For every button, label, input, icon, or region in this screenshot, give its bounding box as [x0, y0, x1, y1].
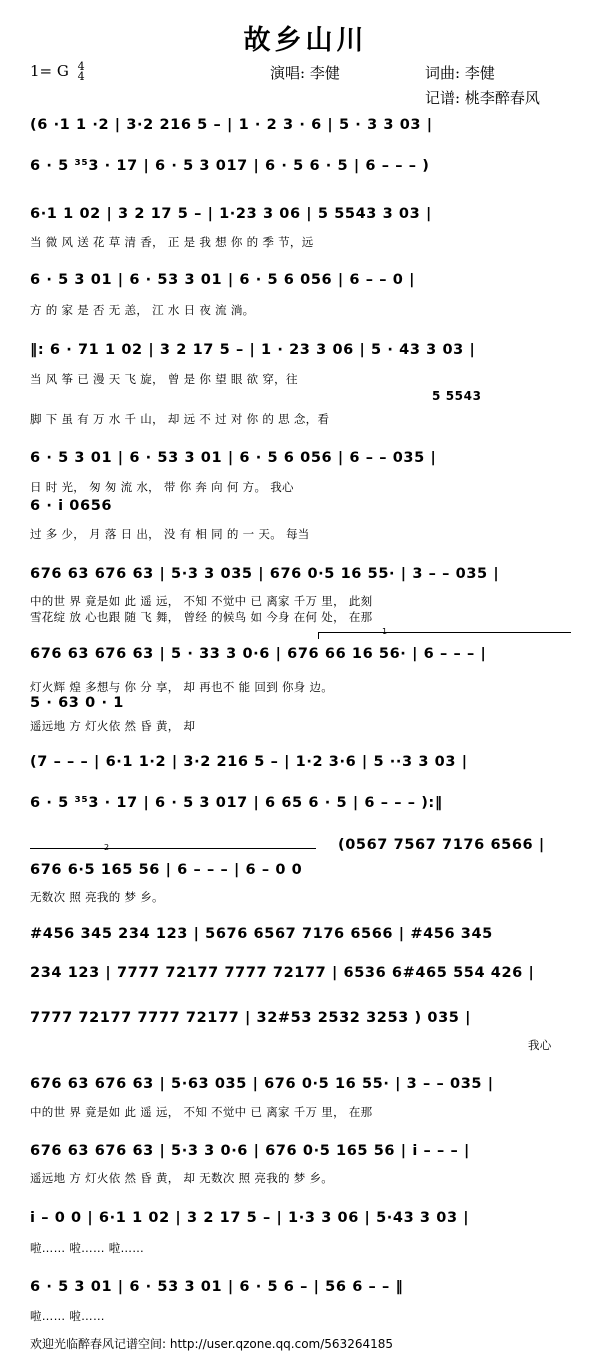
notation-line: 676 6·5 165 56 | 6 – – – | 6 – 0 0 [30, 862, 303, 878]
lyric-line: 方 的 家 是 否 无 恙， 江 水 日 夜 流 淌。 [30, 303, 255, 317]
lyric-line: 灯火辉 煌 多想与 你 分 享， 却 再也不 能 回到 你身 边。 [30, 680, 334, 694]
lyric-line: 中的世 界 竟是如 此 遥 远， 不知 不觉中 已 离家 千万 里， 在那 [30, 1105, 373, 1119]
lyric-line: 当 风 筝 已 漫 天 飞 旋， 曾 是 你 望 眼 欲 穿，往 [30, 372, 298, 386]
lyric-line: 日 时 光， 匆 匆 流 水， 带 你 奔 向 何 方。 我心 [30, 480, 294, 494]
notation-line: 676 63 676 63 | 5 · 33 3 0·6 | 676 66 16 56· | 6 – – – | [30, 646, 487, 662]
time-signature [78, 62, 85, 82]
lyric-line: 雪花绽 放 心也跟 随 飞 舞， 曾经 的候鸟 如 今身 在何 处， 在那 [30, 610, 373, 624]
notation-line: 6 · 5 3 01 | 6 · 53 3 01 | 6 · 5 6 056 | 6 – – 0 | [30, 272, 415, 288]
lyric-line: 过 多 少， 月 落 日 出， 没 有 相 同 的 一 天。 每当 [30, 527, 310, 541]
lyric-line: 我心 [528, 1038, 552, 1052]
lyric-line: 脚 下 虽 有 万 水 千 山， 却 远 不 过 对 你 的 思 念，看 [30, 412, 330, 426]
notation-line: 7777 72177 7777 72177 | 32#53 2532 3253 ) 035 | [30, 1010, 471, 1026]
notation-line: 6 · 5 3 01 | 6 · 53 3 01 | 6 · 5 6 056 | 6 – – 035 | [30, 450, 437, 466]
lyric-line: 啦…… 啦…… [30, 1309, 105, 1323]
key-label: 1= G [30, 62, 69, 80]
time-bottom: 4 [77, 70, 85, 83]
notation-line: ‖: 6 · 71 1 02 | 3 2 17 5 – | 1 · 23 3 06 | 5 · 43 3 03 | [30, 342, 476, 358]
notation-line: 5 5543 [432, 389, 482, 403]
time-top: 4 [77, 60, 85, 73]
composer-credit: 词曲: 李健 [425, 64, 495, 82]
volta-second-number: 2 [104, 843, 110, 852]
notation-line: (7 – – – | 6·1 1·2 | 3·2 216 5 – | 1·2 3·6 | 5 ··3 3 03 | [30, 754, 468, 770]
notation-line: 676 63 676 63 | 5·63 035 | 676 0·5 16 55· | 3 – – 035 | [30, 1076, 494, 1092]
volta-first [318, 632, 571, 639]
notation-line: i – 0 0 | 6·1 1 02 | 3 2 17 5 – | 1·3 3 06 | 5·43 3 03 | [30, 1210, 470, 1226]
volta-first-number: 1 [382, 627, 388, 636]
notation-line: 6 · i 0656 [30, 498, 113, 514]
notation-line: 6 · 5 ³⁵3 · 17 | 6 · 5 3 017 | 6 · 5 6 · 5 | 6 – – – ) [30, 158, 430, 174]
notation-line: 5 · 63 0 · 1 [30, 695, 124, 711]
lyric-line: 当 微 风 送 花 草 清 香， 正 是 我 想 你 的 季 节，远 [30, 235, 314, 249]
notation-line: 676 63 676 63 | 5·3 3 0·6 | 676 0·5 165 56 | i – – – | [30, 1143, 470, 1159]
lyric-line: 遥远地 方 灯火依 然 昏 黄， 却 [30, 719, 196, 733]
lyric-line: 无数次 照 亮我的 梦 乡。 [30, 890, 164, 904]
lyric-line: 遥远地 方 灯火依 然 昏 黄， 却 无数次 照 亮我的 梦 乡。 [30, 1171, 334, 1185]
footer-credit: 欢迎光临醉春风记谱空间: http://user.qzone.qq.com/563264185 [30, 1337, 394, 1351]
notation-line: 676 63 676 63 | 5·3 3 035 | 676 0·5 16 55· | 3 – – 035 | [30, 566, 500, 582]
notation-line: #456 345 234 123 | 5676 6567 7176 6566 | #456 345 [30, 926, 493, 942]
notation-line: 6 · 5 3 01 | 6 · 53 3 01 | 6 · 5 6 – | 56 6 – – ‖ [30, 1279, 404, 1295]
transcriber-credit: 记谱: 桃李醉春风 [425, 89, 540, 107]
song-title: 故乡山川 [243, 25, 368, 56]
lyric-line: 中的世 界 竟是如 此 遥 远， 不知 不觉中 已 离家 千万 里， 此刻 [30, 594, 373, 608]
notation-line: 234 123 | 7777 72177 7777 72177 | 6536 6#465 554 426 | [30, 965, 535, 981]
notation-line: 6·1 1 02 | 3 2 17 5 – | 1·23 3 06 | 5 5543 3 03 | [30, 206, 432, 222]
volta-second [30, 848, 316, 855]
key-signature [30, 62, 85, 82]
notation-line: (0567 7567 7176 6566 | [338, 837, 545, 853]
notation-line: (6 ·1 1 ·2 | 3·2 216 5 – | 1 · 2 3 · 6 | 5 · 3 3 03 | [30, 117, 433, 133]
singer-credit: 演唱: 李健 [270, 64, 340, 82]
lyric-line: 啦…… 啦…… 啦…… [30, 1241, 145, 1255]
notation-line: 6 · 5 ³⁵3 · 17 | 6 · 5 3 017 | 6 65 6 · 5 | 6 – – – ):‖ [30, 795, 443, 811]
